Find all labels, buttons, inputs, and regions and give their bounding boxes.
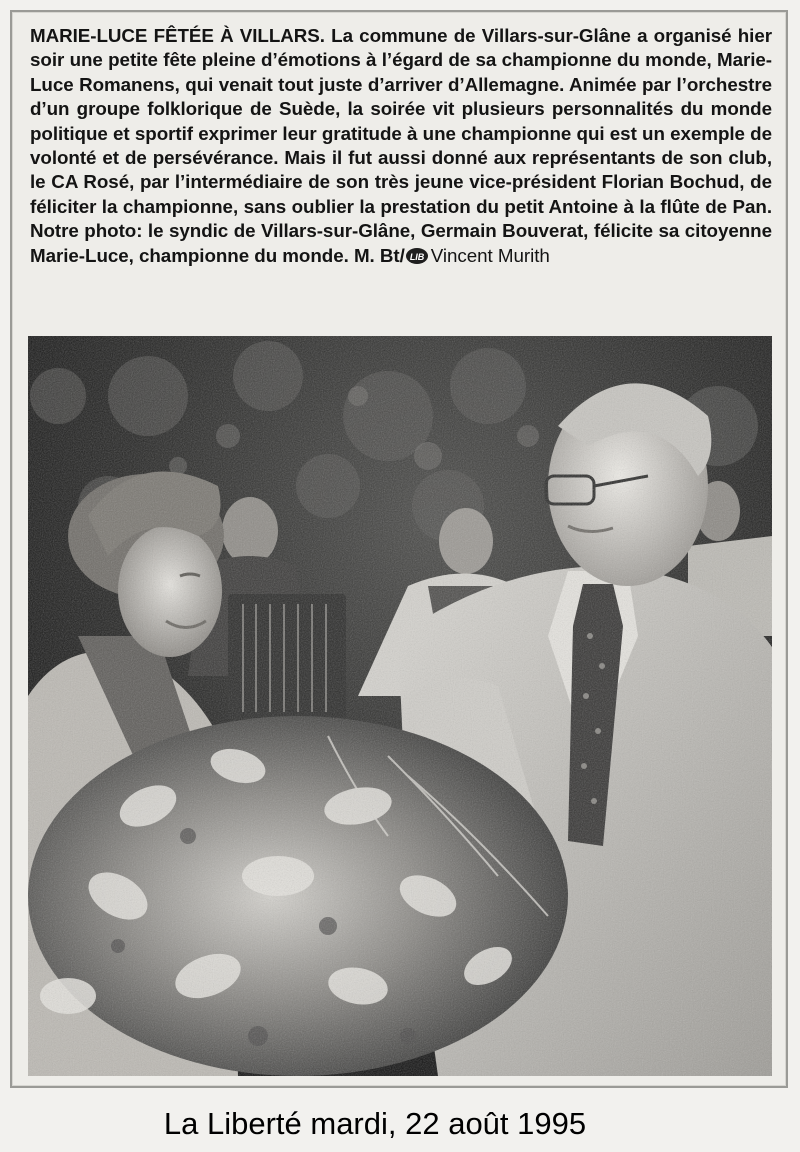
newspaper-clipping (10, 10, 788, 1088)
article-author: M. Bt/ (353, 244, 405, 266)
press-photo (28, 336, 772, 1076)
newspaper-logo-icon (406, 248, 428, 264)
article-body: La commune de Villars-sur-Glâne a organisé hier soir une petite fête pleine d’émotions à l’égard de sa championne du monde, Marie-Luce Romanens, qui venait tout juste d’arriver d’Allemagne. Animée par l’orchestre d’un groupe folklorique de Suède, la soirée vit plusieurs personnalités du monde politique et sportif exprimer leur gratitude à une championne qui est un exemple de volonté et de persévérance. Mais il fut aussi donné aux représentants de son club, le CA Rosé, par l’intermédiaire de son très jeune vice-président Florian Bochud, de féliciter la championne, sans oublier la prestation du petit Antoine à la flûte de Pan. Notre photo: le syndic de Villars-sur-Glâne, Germain Bouverat, félicite sa citoyenne Marie-Luce, championne du monde. (30, 25, 772, 266)
article-headline: MARIE-LUCE FÊTÉE À VILLARS. (30, 25, 325, 46)
svg-text:LIB: LIB (409, 251, 424, 262)
photo-credit: Vincent Murith (430, 244, 550, 266)
press-photo-illustration (28, 336, 772, 1076)
source-caption: La Liberté mardi, 22 août 1995 (163, 1106, 587, 1141)
article-text (30, 24, 772, 268)
